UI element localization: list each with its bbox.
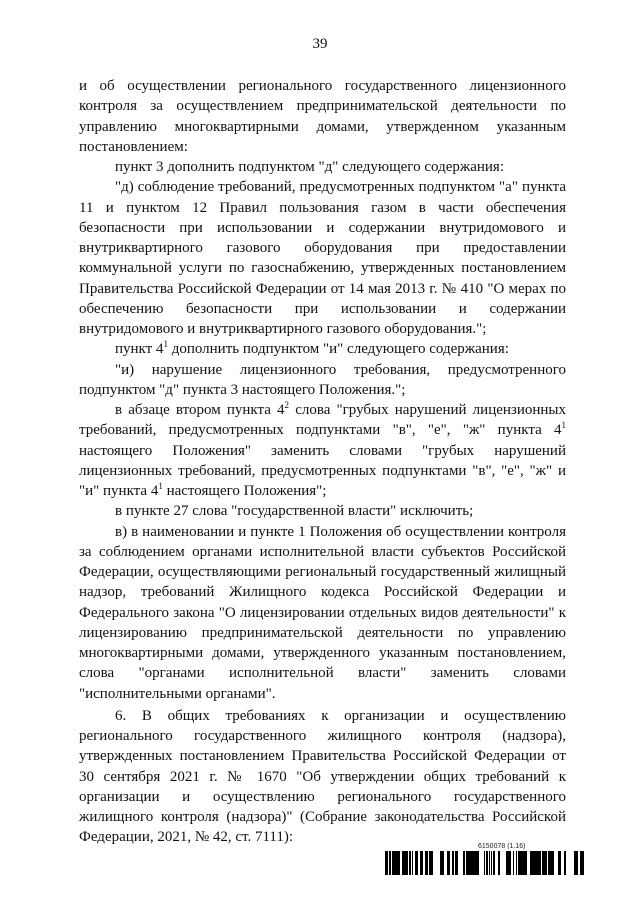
text-run: слова "грубых нарушений лицензионных требований, предусмотренных подпунктами "в", "е", "ж" пункта 4 [79,402,566,439]
superscript: 1 [163,339,168,350]
text-run: и об осуществлении регионального государственного лицензионного контроля за осуществлением предпринимательской деятельности по управлению многоквартирными домами, утвержденном указанным постановлением: [79,78,566,155]
document-body [79,76,566,848]
text-run: настоящего Положения"; [162,483,327,499]
text-run: настоящего Положения" заменить словами "грубых нарушений лицензионных требований, предусмотренных подпунктами "в", "е", "ж" и "и" пункта 4 [79,442,566,499]
page-number: 39 [312,36,328,52]
paragraph [79,706,566,848]
text-run: дополнить подпунктом "и" следующего содержания: [167,341,509,358]
text-run: "и) нарушение лицензионного требования, предусмотренного подпунктом "д" пункта 3 настоящего Положения."; [79,361,566,398]
paragraph [79,501,566,521]
paragraph [79,400,566,501]
text-run: в) в наименовании и пункте 1 Положения об осуществлении контроля за соблюдением органами исполнительной власти субъектов Российской Федерации, осуществляющими региональный государственный жилищный надзор, требований Жилищного кодекса Российской Федерации и Федерального закона "О лицензировании отдельных видов деятельности" к лицензированию предпринимательской деятельности по управлению многоквартирными домами, утвержденного указанным постановлением, слова "органами исполнительной власти" заменить словами "исполнительными органами". [79,523,566,702]
superscript: 2 [284,400,290,410]
text-run: "д) соблюдение требований, предусмотренных подпунктом "а" пункта 11 и пунктом 12 Правил пользования газом в части обеспечения безопасности при использовании и содержании внутридомового и внутриквартирного газового оборудования при предоставлении коммунальной услуги по газоснабжению, утвержденных постановлением Правительства Российской Федерации от 14 мая 2013 г. № 410 "О мерах по обеспечению безопасности при использовании и содержании внутридомового и внутриквартирного газового оборудования."; [79,179,566,337]
paragraph [79,339,566,359]
paragraph [79,522,566,704]
text-run: в абзаце втором пункта 4 [115,402,285,418]
superscript: 1 [561,420,566,431]
paragraph [79,177,566,339]
document-code: 6150078 (1.16) [478,843,526,850]
paragraph [79,360,566,401]
text-run: пункт 4 [115,341,164,358]
superscript: 1 [158,481,163,491]
barcode-image [385,851,585,875]
text-run: в пункте 27 слова "государственной власти" исключить; [115,503,474,520]
text-run: 6. В общих требованиях к организации и осуществлению регионального государственного жилищного контроля (надзора), утвержденных постановлением Правительства Российской Федерации от 30 сентября 2021 г. № 1670 "Об утверждении общих требований к организации и осуществлению регионального государственного жилищного контроля (надзора)" (Собрание законодательства Российской Федерации, 2021, № 42, ст. 7111): [79,707,566,846]
paragraph [79,157,566,177]
text-run: пункт 3 дополнить подпунктом "д" следующего содержания: [115,159,504,175]
paragraph [79,76,566,157]
